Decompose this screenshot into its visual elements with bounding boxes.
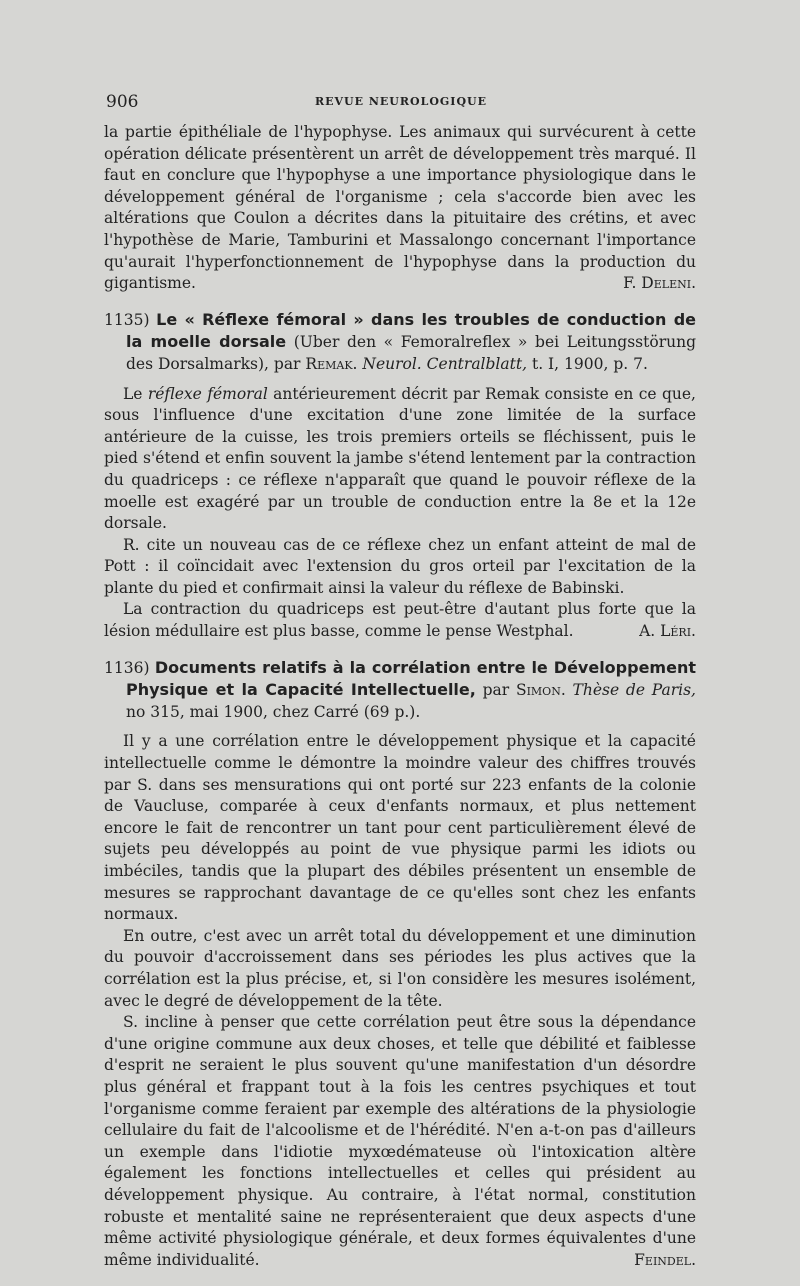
entry-1135-subtitle: (Uber den « Femoralreflex » bei Leitungsstörung des Dorsalmarks), par [126,333,696,373]
page-number: 906 [106,92,139,112]
entry-1136-thesis: Thèse de Paris, [572,681,696,700]
entry-1136-paragraph-3 [104,1012,696,1271]
entry-1135-p1-term: réflexe fémoral [147,384,268,403]
intro-signature: F. Deleni. [623,274,696,293]
entry-1136-by: par [482,681,510,700]
entry-1135-paragraph-1 [104,384,696,535]
entry-1136-author: Simon. [515,681,566,700]
entry-1136-heading [104,657,696,724]
intro-text: la partie épithéliale de l'hypophyse. Les animaux qui survécurent à cette opération délicate présentèrent un arrêt de développement très marqué. Il faut en conclure que l'hypophyse a une importance physiologique dans le développement général de l'organisme ; cela s'accorde bien avec les altérations que Coulon a décrites dans la pituitaire des crétins, et avec l'hypothèse de Marie, Tamburini et Massalongo concernant l'importance qu'aurait l'hyperfonctionnement de l'hypophyse dans la production du gigantisme. [104,123,696,293]
entry-1135-journal: Neurol. Centralblatt, [362,354,528,373]
entry-1136-signature: Feindel. [634,1250,696,1269]
entry-1135-title: Le « Réflexe fémoral » dans les troubles de conduction de la moelle dorsale [126,309,697,352]
entry-1135-heading: 1135) Le « Réflexe fémoral » dans les troubles de conduction de la moelle dorsale (Uber den « Femoralreflex » bei Leitungsstörung des Dorsalmarks), par Remak. Neurol. Centralblatt, t. I, 1900, p. 7. [104,309,697,373]
journal-title: REVUE NEUROLOGIQUE [314,95,488,108]
entry-1135-p1-rest: antérieurement décrit par Remak consiste en ce que, sous l'influence d'une excitation d'une zone limitée de la surface antérieure de la cuisse, les trois premiers orteils se fléchissent, puis le pied s'étend et enfin souvent la jambe s'étend lentement par la contraction du quadriceps : ce réflexe n'apparaît que quand le pouvoir réflexe de la moelle est exagéré par un trouble de conduction entre la 8e et la 12e dorsale. [104,384,696,533]
intro-paragraph [104,122,696,295]
entry-1136-p3-text: S. incline à penser que cette corrélation peut être sous la dépendance d'une origine commune aux deux choses, et telle que débilité et faiblesse d'esprit ne seraient le plus souvent qu'une manifestation d'un désordre plus général et frappant tout à la fois les centres psychiques et tout l'organisme comme feraient par exemple des altérations de la physiologie cellulaire du fait de l'alcoolisme et de l'hérédité. N'en a-t-on pas d'ailleurs un exemple dans l'idiotie myxœdémateuse où l'intoxication altère également les fonctions intellectuelles et celles qui président au développement physique. Au contraire, à l'état normal, constitution robuste et mentalité saine ne représenteraient que deux aspects d'une même activité physiologique générale, et deux formes équivalentes d'une même individualité. [104,1013,696,1269]
entry-1136-paragraph-1: Il y a une corrélation entre le développement physique et la capacité intellectuelle comme le démontre la moindre valeur des chiffres trouvés par S. dans ses mensurations qui ont porté sur 223 enfants de la colonie de Vaucluse, comparée à ceux d'enfants normaux, et plus nettement encore le fait de rencontrer un tant pour cent particulièrement élevé de sujets peu développés au point de vue physique parmi les idiots ou imbéciles, tandis que la plupart des débiles présentent un ensemble de mesures se rapprochant davantage de ce qu'elles sont chez les enfants normaux. [104,732,696,924]
entry-1136-number: 1136) [104,658,150,677]
entry-1136 [104,657,696,1272]
entry-1136-title: Documents relatifs à la corrélation entre le Développement Physique et la Capacité Intellectuelle, [126,657,696,700]
entry-1135-author: Remak [305,354,353,373]
entry-1135-paragraph-2: R. cite un nouveau cas de ce réflexe chez un enfant atteint de mal de Pott : il coïncidait avec l'extension du gros orteil par l'excitation de la plante du pied et confirmait ainsi la valeur du réflexe de Babinski. [104,535,696,597]
entry-1135-p1-lead: Le [123,384,143,403]
entry-1135-p3-text: La contraction du quadriceps est peut-être d'autant plus forte que la lésion médullaire est plus basse, comme le pense Westphal. [104,600,696,641]
entry-1135-ref: t. I, 1900, p. 7. [531,354,648,373]
entry-1135-number: 1135) [104,310,150,329]
entry-1136-paragraph-2: En outre, c'est avec un arrêt total du développement et une diminution du pouvoir d'accroissement dans ses périodes les plus actives que la corrélation est la plus précise, et, si l'on considère les mesures isolément, avec le degré de développement de la tête. [104,926,696,1010]
running-head [106,92,696,114]
entry-1136-ref: no 315, mai 1900, chez Carré (69 p.). [126,702,421,721]
content [104,122,696,1271]
entry-1135-signature: A. Léri. [639,622,696,641]
entry-1135 [104,309,696,643]
entry-1135-paragraph-3 [104,599,696,642]
